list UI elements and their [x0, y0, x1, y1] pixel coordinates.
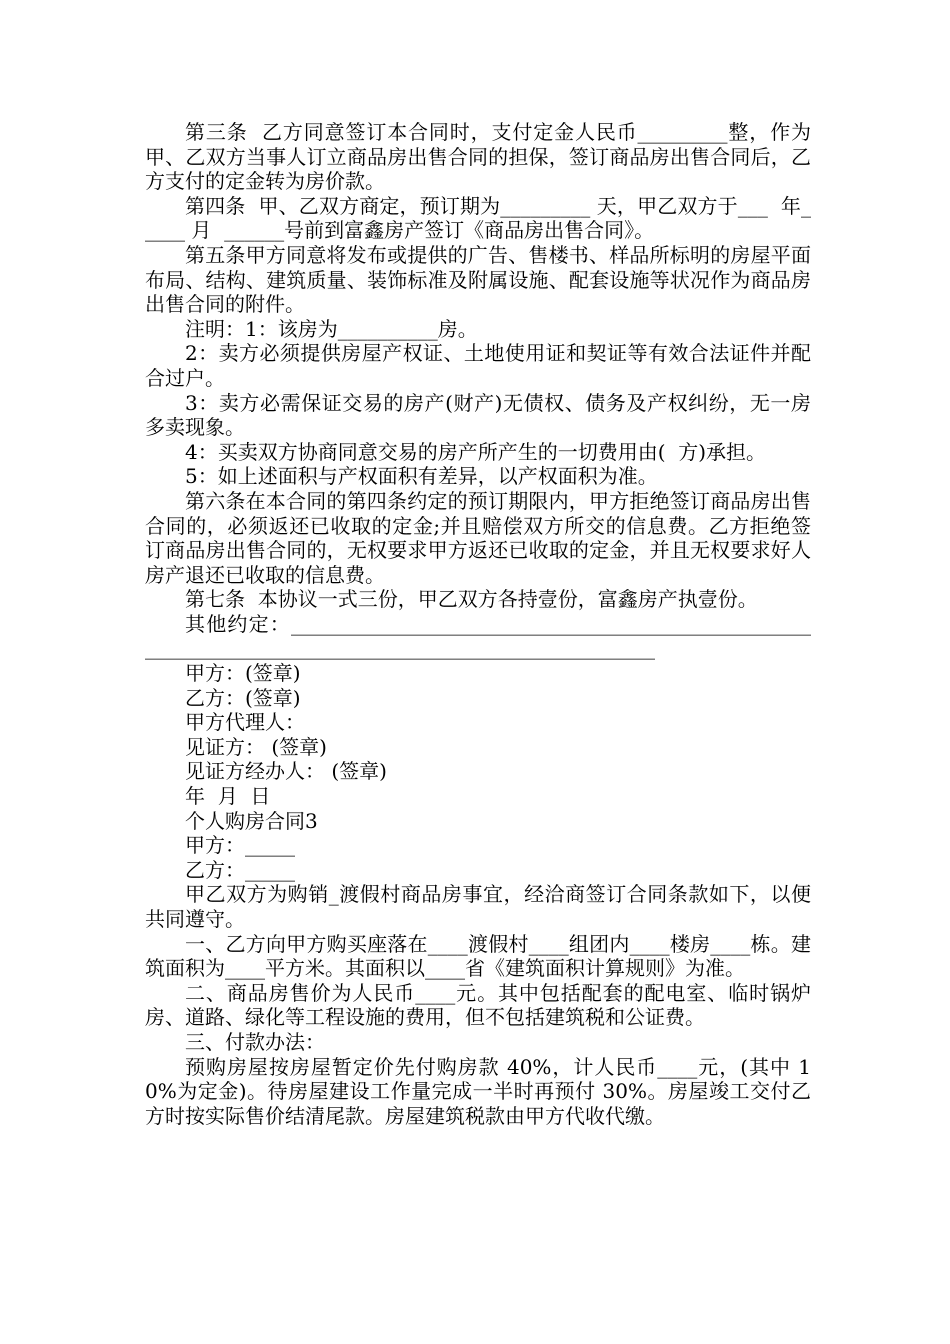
date-line: 年 月 日 — [185, 784, 271, 809]
document-page — [145, 120, 811, 1128]
party-a-agent: 甲方代理人： — [185, 710, 305, 735]
clause-3: 第三条 乙方同意签订本合同时，支付定金人民币_________整，作为甲、乙双方当事人订立商品房出售合同的担保，签订商品房出售合同后，乙方支付的定金转为房价款。 — [145, 120, 811, 194]
contract-3-section-3-body: 预购房屋按房屋暂定价先付购房款 40%，计人民币____元，(其中 10%为定金)。待房屋建设工作量完成一半时再预付 30%。房屋竣工交付乙方时按实际售价结清尾款。房屋建筑税款由甲方代收代缴。 — [145, 1054, 811, 1128]
witness-handler-signature: 见证方经办人： (签章) — [185, 759, 387, 784]
note-4: 4：买卖双方协商同意交易的房产所产生的一切费用由( 方)承担。 — [185, 439, 767, 464]
contract-3-intro: 甲乙双方为购销_渡假村商品房事宜，经洽商签订合同条款如下，以便共同遵守。 — [145, 882, 811, 931]
contract-3-section-2: 二、商品房售价为人民币____元。其中包括配套的配电室、临时锅炉房、道路、绿化等工程设施的费用，但不包括建筑税和公证费。 — [145, 980, 811, 1030]
witness-signature: 见证方： (签章) — [185, 734, 327, 759]
other-agreement: 其他约定：_______________________________________________________________________________________________________ — [145, 611, 811, 661]
contract-3-party-b: 乙方：_____ — [185, 857, 295, 882]
party-a-signature: 甲方：(签章) — [185, 661, 301, 686]
note-3: 3：卖方必需保证交易的房产(财产)无债权、债务及产权纠纷，无一房多卖现象。 — [145, 390, 811, 440]
note-1: 注明：1：该房为__________房。 — [185, 316, 478, 341]
clause-7: 第七条 本协议一式三份，甲乙双方各持壹份，富鑫房产执壹份。 — [185, 587, 758, 612]
note-5: 5：如上述面积与产权面积有差异，以产权面积为准。 — [185, 464, 658, 489]
note-2: 2：卖方必须提供房屋产权证、土地使用证和契证等有效合法证件并配合过户。 — [145, 341, 811, 390]
contract-3-section-1: 一、乙方向甲方购买座落在____渡假村____组团内____楼房____栋。建筑面积为____平方米。其面积以____省《建筑面积计算规则》为准。 — [145, 931, 811, 981]
party-b-signature: 乙方：(签章) — [185, 685, 301, 710]
clause-5: 第五条甲方同意将发布或提供的广告、售楼书、样品所标明的房屋平面布局、结构、建筑质量、装饰标准及附属设施、配套设施等状况作为商品房出售合同的附件。 — [145, 242, 811, 317]
contract-3-party-a: 甲方：_____ — [185, 833, 295, 858]
contract-3-title: 个人购房合同3 — [185, 808, 318, 833]
clause-4: 第四条 甲、乙双方商定，预订期为_________ 天，甲乙双方于___ 年_____ 月 ______号前到富鑫房产签订《商品房出售合同》。 — [145, 193, 811, 243]
contract-3-section-3-heading: 三、付款办法： — [185, 1029, 325, 1054]
clause-6: 第六条在本合同的第四条约定的预订期限内，甲方拒绝签订商品房出售合同的，必须返还已收取的定金;并且赔偿双方所交的信息费。乙方拒绝签订商品房出售合同的，无权要求甲方返还已收取的定金，并且无权要求好人房产退还已收取的信息费。 — [145, 488, 811, 587]
